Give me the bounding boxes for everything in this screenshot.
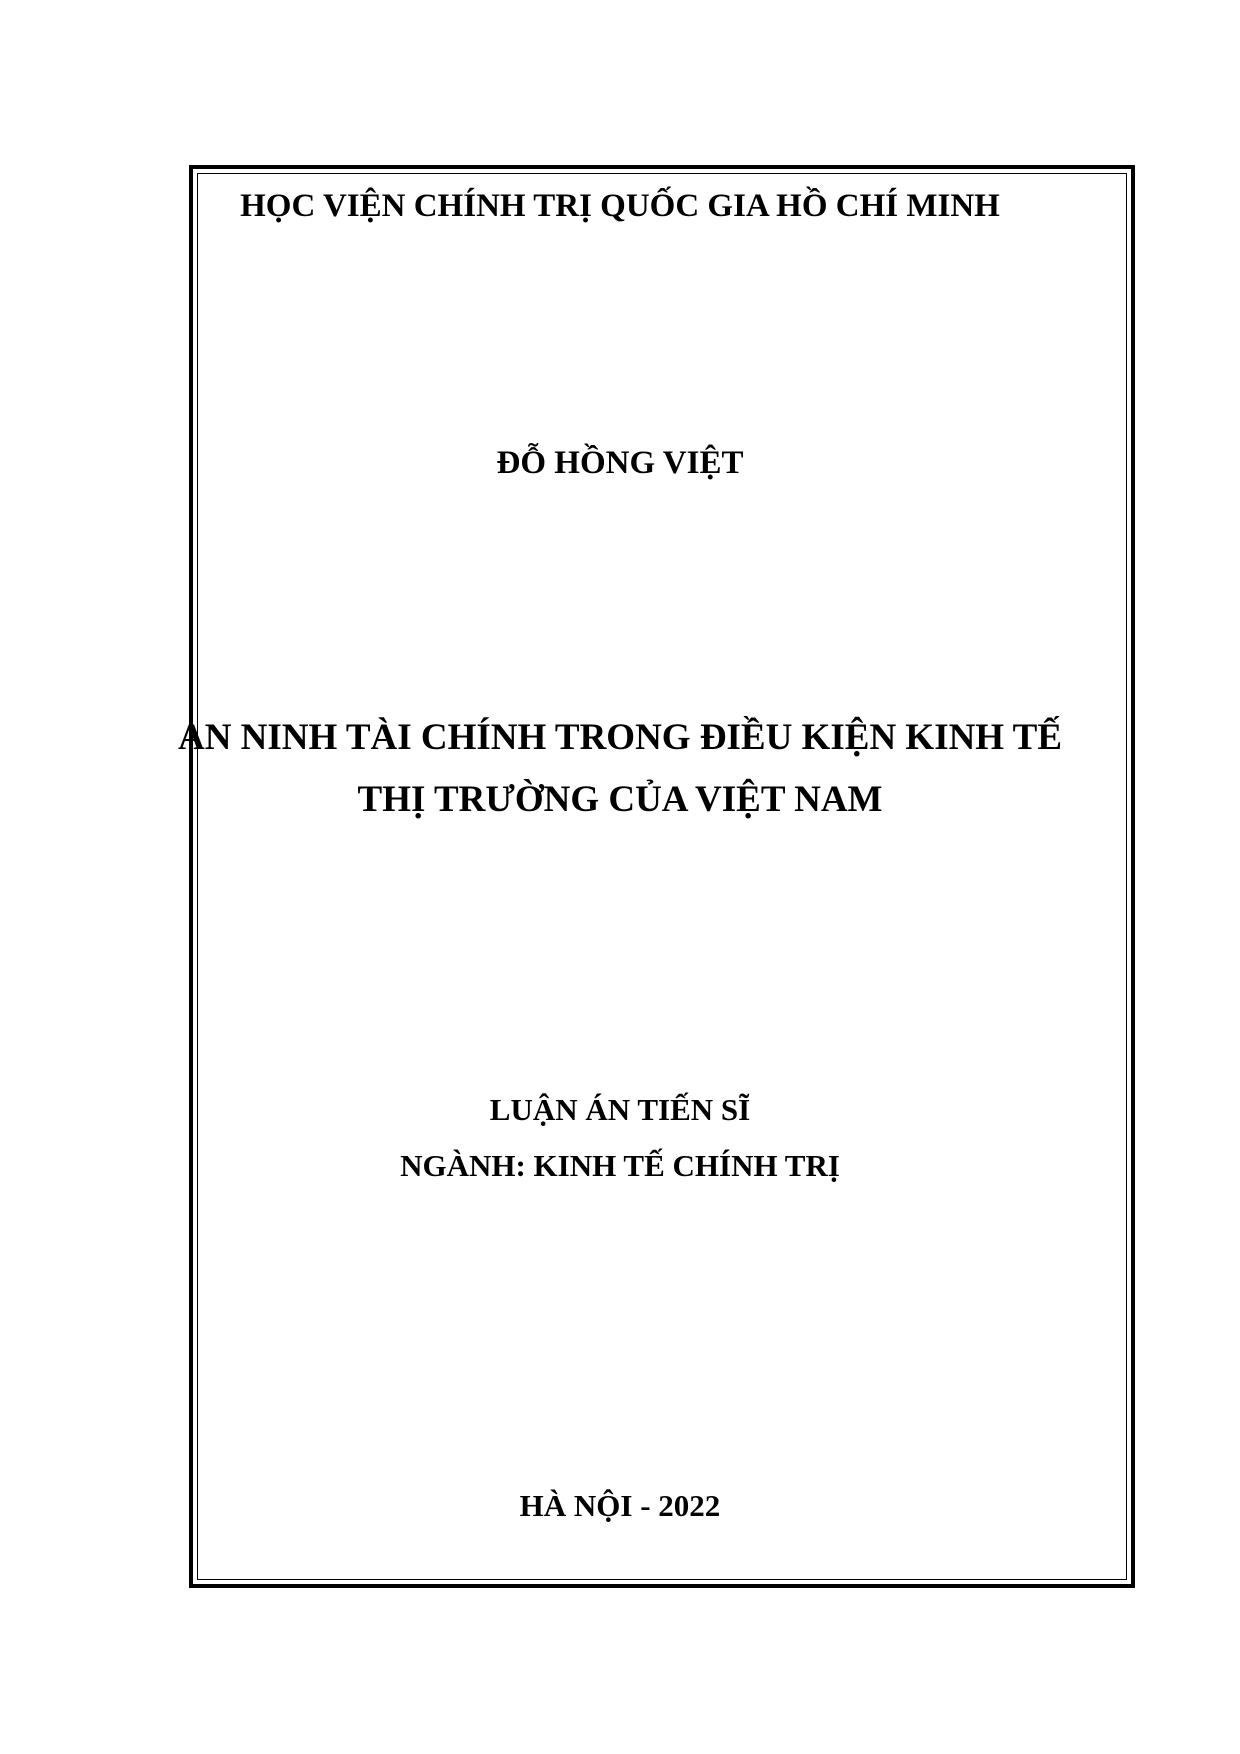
thesis-title-line-1: AN NINH TÀI CHÍNH TRONG ĐIỀU KIỆN KINH TẾ	[177, 717, 1063, 758]
degree-type: LUẬN ÁN TIẾN SĨ	[489, 1092, 751, 1127]
thesis-title-line-2: THỊ TRƯỜNG CỦA VIỆT NAM	[357, 779, 883, 820]
cover-inner-border	[197, 173, 1127, 1580]
major-field: NGÀNH: KINH TẾ CHÍNH TRỊ	[400, 1148, 840, 1183]
author-name: ĐỖ HỒNG VIỆT	[496, 445, 744, 481]
place-and-year: HÀ NỘI - 2022	[519, 1488, 721, 1523]
institution-name: HỌC VIỆN CHÍNH TRỊ QUỐC GIA HỒ CHÍ MINH	[240, 188, 1000, 224]
